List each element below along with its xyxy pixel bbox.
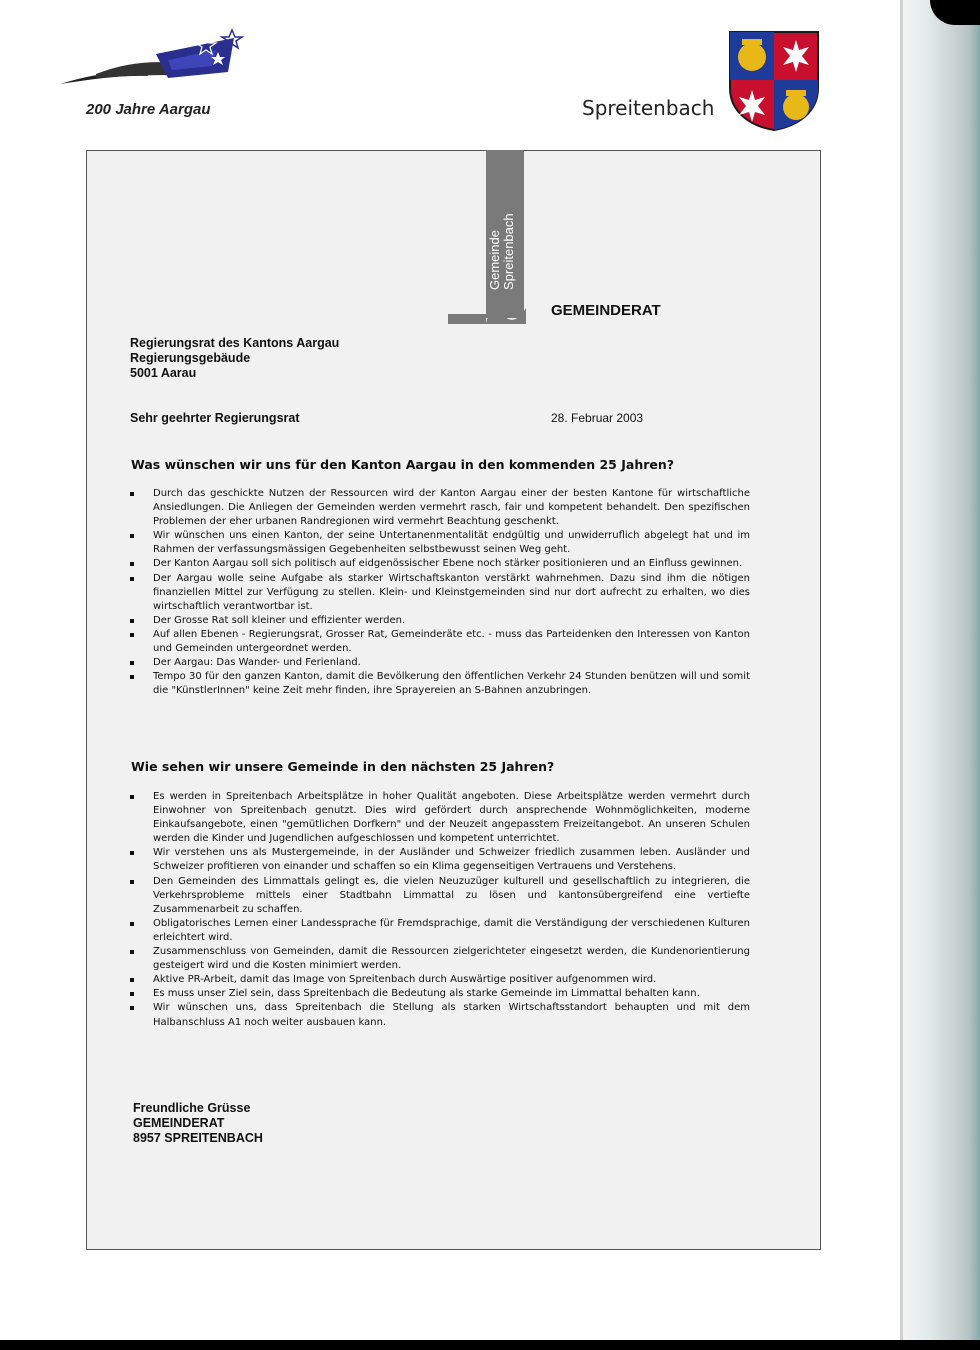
section-2-list <box>128 790 750 1030</box>
list-item: Tempo 30 für den ganzen Kanton, damit die Bevölkerung den öffentlichen Verkehr 24 Stunden benützen will und somit die "KünstlerInnen" keine Zeit mehr finden, ihre Sprayereien an S-Bahnen anzubringen. <box>128 670 750 698</box>
letter-date: 28. Februar 2003 <box>551 411 644 425</box>
list-item: Es werden in Spreitenbach Arbeitsplätze in hoher Qualität angeboten. Diese Arbeitsplätze werden vermehrt durch Einwohner von Spreitenbach genutzt. Dies wird gefördert durch ansprechende Wohnmöglichkeiten, moderne Einkaufsangebote, einen "gemütlichen Dorfkern" und der Neuzeit angepasstem Freizeitangebot. An unseren Schulen werden die Kinder und Jugendlichen aufgeschlossen und kompetent unterrichtet. <box>128 790 750 846</box>
brand-line-2: Spreitenbach <box>501 213 516 290</box>
page-edge-line <box>900 0 903 1340</box>
brand-line-1: Gemeinde <box>487 230 502 290</box>
list-item: Aktive PR-Arbeit, damit das Image von Spreitenbach durch Auswärtige positiver aufgenommen wird. <box>128 973 750 987</box>
town-name: Spreitenbach <box>582 96 715 120</box>
list-item: Auf allen Ebenen - Regierungsrat, Grosser Rat, Gemeinderäte etc. - muss das Parteidenken den Interessen von Kanton und Gemeinden untergeordnet werden. <box>128 628 750 656</box>
list-item: Wir wünschen uns, dass Spreitenbach die Stellung als starken Wirtschaftsstandort behaupten und mit dem Halbanschluss A1 noch weiter ausbauen kann. <box>128 1001 750 1029</box>
spreitenbach-coat-of-arms <box>728 30 820 132</box>
recipient-line-1: Regierungsrat des Kantons Aargau <box>130 336 340 350</box>
closing-greeting: Freundliche Grüsse <box>133 1101 251 1115</box>
list-item: Der Grosse Rat soll kleiner und effizienter werden. <box>128 614 750 628</box>
closing-sender: GEMEINDERAT <box>133 1116 225 1130</box>
page-edge-shadow <box>902 0 980 1340</box>
aargau-caption: 200 Jahre Aargau <box>86 101 211 118</box>
brand-wave-icon <box>448 302 528 324</box>
list-item: Wir wünschen uns einen Kanton, der seine Untertanenmentalität endgültig und unwiderruflich abgelegt hat und im Rahmen der verfassungsmässigen Gegebenheiten selbstbewusst seinen Weg geht. <box>128 529 750 557</box>
list-item: Durch das geschickte Nutzen der Ressourcen wird der Kanton Aargau einer der besten Kantone für wirtschaftliche Ansiedlungen. Die Anliegen der Gemeinden werden vermehrt rasch, fair und kompetent behandelt. Den spezifischen Problemen der eher urbanen Randregionen wird vermehrt Beachtung geschenkt. <box>128 487 750 529</box>
section-1-heading: Was wünschen wir uns für den Kanton Aargau in den kommenden 25 Jahren? <box>131 457 675 472</box>
section-1-list <box>128 487 750 698</box>
list-item: Obligatorisches Lernen einer Landessprache für Fremdsprachige, damit die Verständigung der verschiedenen Kulturen erleichtert wird. <box>128 917 750 945</box>
recipient-address <box>130 336 339 381</box>
aargau-anniversary-logo <box>56 26 256 96</box>
section-2-heading: Wie sehen wir unsere Gemeinde in den nächsten 25 Jahren? <box>131 759 555 774</box>
list-item: Wir verstehen uns als Mustergemeinde, in der Ausländer und Schweizer friedlich zusammen leben. Ausländer und Schweizer profitieren von einander und schaffen so ein Klima gegenseitigen Vertrauens und Verstehens. <box>128 846 750 874</box>
list-item: Der Kanton Aargau soll sich politisch auf eidgenössischer Ebene noch stärker positionieren und an Einfluss gewinnen. <box>128 557 750 571</box>
salutation: Sehr geehrter Regierungsrat <box>130 411 300 425</box>
recipient-line-3: 5001 Aarau <box>130 366 197 380</box>
list-item: Den Gemeinden des Limmattals gelingt es, die vielen Neuzuzüger kulturell und gesellschaftlich zu integrieren, die Verkehrsprobleme mittels einer Stadtbahn Limmattal zu lösen und kantonsübergreifend eine vertiefte Zusammenarbeit zu schaffen. <box>128 875 750 917</box>
closing-block <box>133 1101 263 1146</box>
gemeinde-brand-text <box>488 213 516 290</box>
list-item: Der Aargau: Das Wander- und Ferienland. <box>128 656 750 670</box>
list-item: Zusammenschluss von Gemeinden, damit die Ressourcen zielgerichteter eingesetzt werden, die Kundenorientierung gesteigert wird und die Kosten minimiert werden. <box>128 945 750 973</box>
scan-bottom-bar <box>0 1340 980 1350</box>
recipient-line-2: Regierungsgebäude <box>130 351 251 365</box>
list-item: Der Aargau wolle seine Aufgabe als starker Wirtschaftskanton verstärkt wahrnehmen. Dazu sind ihm die nötigen finanziellen Mittel zur Verfügung zu stellen. Klein- und Kleinstgemeinden sind nur dort aufrecht zu erhalten, wo dies wirtschaftlich verantwortbar ist. <box>128 572 750 614</box>
list-item: Es muss unser Ziel sein, dass Spreitenbach die Bedeutung als starke Gemeinde im Limmattal behalten kann. <box>128 987 750 1001</box>
closing-town: 8957 SPREITENBACH <box>133 1131 263 1145</box>
department-heading: GEMEINDERAT <box>551 302 661 319</box>
